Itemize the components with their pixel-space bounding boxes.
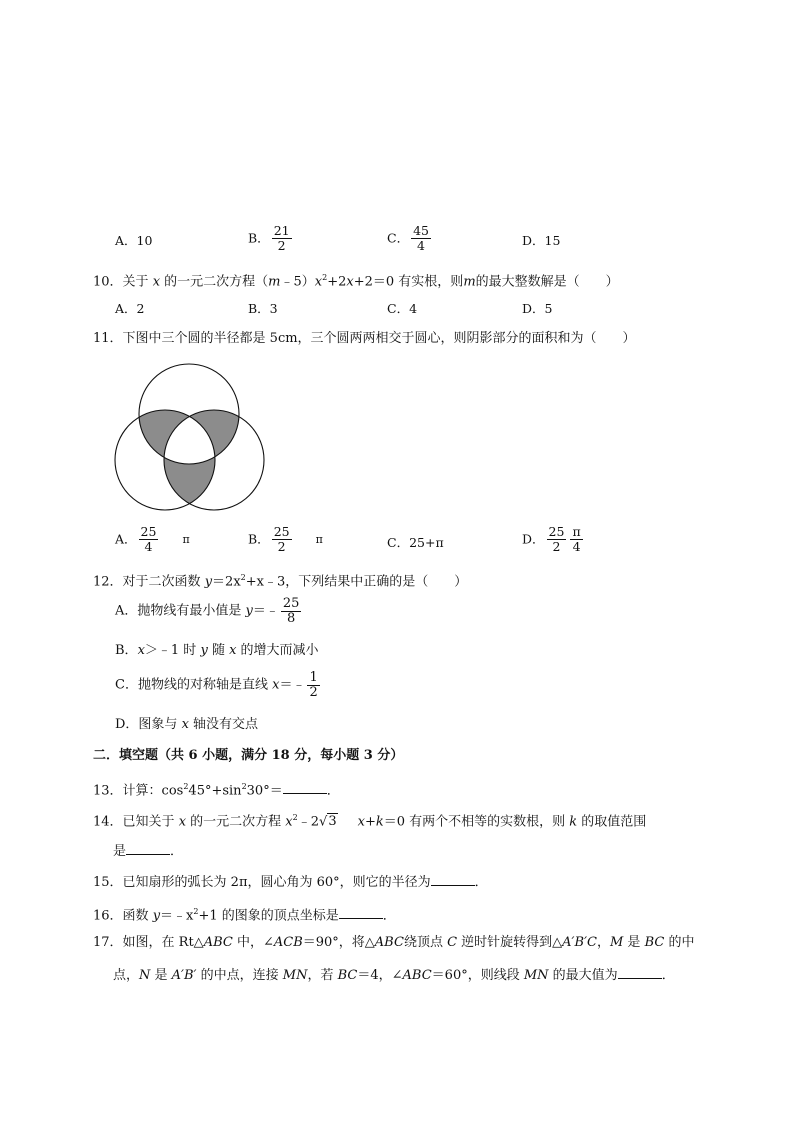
fraction-numerator: 25 bbox=[548, 524, 565, 539]
text: ＝﹣ bbox=[279, 677, 306, 693]
text: ， bbox=[596, 935, 610, 950]
q13 bbox=[93, 779, 340, 799]
variable: ABC bbox=[203, 935, 233, 950]
option-prefix: A． bbox=[115, 531, 137, 547]
variable: m bbox=[268, 274, 281, 290]
variable: x bbox=[178, 814, 187, 830]
q11-option-a bbox=[115, 525, 190, 554]
q11-option-b bbox=[248, 525, 323, 554]
fraction bbox=[281, 597, 302, 626]
q9-option-b-fraction bbox=[272, 224, 292, 253]
text: 的中 bbox=[664, 935, 695, 950]
text: 的中点，连接 bbox=[196, 968, 283, 983]
variable: N bbox=[139, 968, 151, 983]
exponent: 2 bbox=[292, 813, 298, 822]
fraction-denominator: 4 bbox=[572, 539, 581, 554]
text: 逆时针旋转得到△ bbox=[457, 935, 563, 950]
exponent: 2 bbox=[193, 907, 199, 916]
text: ． bbox=[382, 908, 396, 924]
variable: k bbox=[569, 814, 578, 830]
text: 13．计算：cos bbox=[93, 783, 184, 799]
text: ＞﹣1 时 bbox=[144, 643, 201, 658]
text: 30°＝ bbox=[246, 783, 283, 799]
text: 14．已知关于 bbox=[93, 814, 179, 830]
variable: ABC bbox=[374, 935, 404, 950]
variable: x bbox=[314, 274, 323, 290]
fraction-denominator: 2 bbox=[277, 539, 286, 554]
q17-line2 bbox=[113, 966, 675, 984]
pi-symbol: π bbox=[315, 532, 323, 546]
variable: BC bbox=[337, 968, 358, 983]
variable: x bbox=[272, 677, 280, 693]
variable: x bbox=[137, 643, 145, 658]
text: 是 bbox=[623, 935, 645, 950]
answer-blank[interactable] bbox=[126, 842, 170, 855]
exponent: 2 bbox=[322, 273, 328, 282]
fraction bbox=[307, 671, 319, 700]
variable: ABC bbox=[402, 968, 432, 983]
variable: x bbox=[346, 274, 354, 290]
text: ＝90°，将△ bbox=[302, 935, 375, 950]
text: ﹣5） bbox=[280, 274, 315, 290]
text: 绕顶点 bbox=[403, 935, 448, 950]
variable: x bbox=[152, 274, 161, 290]
pi-symbol: π bbox=[182, 532, 190, 546]
variable: x bbox=[357, 814, 365, 830]
option-prefix: D． bbox=[522, 531, 545, 547]
text: ，若 bbox=[307, 968, 338, 983]
q12-stem bbox=[93, 570, 467, 590]
fraction-denominator: 4 bbox=[417, 238, 425, 253]
text: ． bbox=[170, 844, 184, 859]
fraction bbox=[272, 525, 292, 554]
q9-option-b bbox=[248, 224, 294, 253]
pi-fraction bbox=[570, 525, 582, 554]
text: 的最大值为 bbox=[548, 968, 618, 983]
text: 的一元二次方程（ bbox=[160, 274, 269, 290]
text: 15．已知扇形的弧长为 2π，圆心角为 60°，则它的半径为 bbox=[93, 875, 431, 890]
text: 点， bbox=[113, 968, 140, 983]
three-circles-figure bbox=[108, 360, 270, 518]
text: ＝﹣x bbox=[160, 908, 194, 924]
text: ＝0 有两个不相等的实数根，则 bbox=[383, 814, 570, 830]
variable: y bbox=[204, 574, 213, 590]
text: 45°+sin bbox=[188, 783, 242, 799]
text: ＝4，∠ bbox=[357, 968, 403, 983]
q9-option-c-prefix: C． bbox=[387, 230, 410, 246]
fraction-numerator: 25 bbox=[273, 524, 290, 539]
text: 10．关于 bbox=[93, 274, 153, 290]
fraction-denominator: 2 bbox=[277, 238, 286, 253]
variable: MN bbox=[282, 968, 308, 983]
text: 的取值范围 bbox=[577, 814, 647, 830]
answer-blank[interactable] bbox=[618, 966, 662, 979]
q12-option-a bbox=[115, 597, 303, 626]
text: 的最大整数解是（ ） bbox=[475, 274, 619, 290]
q9-option-c-fraction bbox=[411, 224, 431, 253]
q9-option-c bbox=[387, 224, 433, 253]
q14-line1: 14．已知关于 x 的一元二次方程 $x^2﹣2√3$ x+k＝0 有两个不相等的实数根，则 k 的取值范围 bbox=[93, 813, 647, 830]
text: +1 的图象的顶点坐标是 bbox=[198, 908, 339, 924]
text: 12．对于二次函数 bbox=[93, 574, 205, 590]
text: ＝2x bbox=[212, 574, 241, 590]
q11-option-d bbox=[522, 525, 585, 554]
fraction-numerator: 1 bbox=[309, 670, 318, 685]
text: + bbox=[364, 814, 376, 830]
variable: y bbox=[200, 643, 208, 658]
variable: M bbox=[609, 935, 624, 950]
text: ． bbox=[661, 968, 675, 983]
variable: m bbox=[463, 274, 476, 290]
fraction-numerator: π bbox=[572, 524, 581, 539]
q10-option-b: B．3 bbox=[248, 301, 278, 316]
q9-option-b-prefix: B． bbox=[248, 230, 270, 246]
text: 轴没有交点 bbox=[188, 717, 259, 732]
variable: C bbox=[447, 935, 458, 950]
q10-option-d: D．5 bbox=[522, 301, 553, 316]
answer-blank[interactable] bbox=[339, 906, 383, 919]
fraction-denominator: 2 bbox=[309, 685, 318, 700]
q10-option-c: C．4 bbox=[387, 301, 418, 316]
variable: MN bbox=[523, 968, 549, 983]
q12-option-c bbox=[115, 671, 322, 700]
q17-line1 bbox=[93, 935, 694, 951]
text: 的增大而减小 bbox=[236, 643, 319, 658]
variable: A′B′C bbox=[562, 935, 597, 950]
variable: x bbox=[181, 717, 189, 732]
variable: k bbox=[375, 814, 384, 830]
q15 bbox=[93, 873, 488, 891]
sqrt-radicand: 3 bbox=[328, 814, 337, 830]
q16 bbox=[93, 904, 396, 924]
exponent: 2 bbox=[240, 573, 246, 582]
answer-blank[interactable] bbox=[283, 781, 327, 794]
variable: x bbox=[229, 643, 237, 658]
fraction-numerator: 45 bbox=[413, 223, 429, 238]
variable: y bbox=[245, 603, 253, 619]
q10-stem bbox=[93, 270, 619, 290]
text: 随 bbox=[207, 643, 230, 658]
exponent: 2 bbox=[241, 782, 247, 791]
text: +2＝0 有实根，则 bbox=[353, 274, 464, 290]
text: ＝﹣ bbox=[252, 603, 279, 619]
text: 是 bbox=[150, 968, 172, 983]
q12-option-d bbox=[115, 717, 258, 733]
q10-option-a: A．2 bbox=[115, 301, 145, 316]
text: C．抛物线的对称轴是直线 bbox=[115, 677, 273, 693]
variable: BC bbox=[644, 935, 665, 950]
text: ＝60°，则线段 bbox=[431, 968, 524, 983]
fraction-denominator: 8 bbox=[287, 611, 296, 626]
q11-option-c: C．25+π bbox=[387, 535, 444, 550]
q14-line2 bbox=[113, 842, 183, 860]
fraction bbox=[139, 525, 159, 554]
q12-option-b bbox=[115, 643, 319, 659]
fraction-numerator: 25 bbox=[282, 596, 300, 611]
text: 16．函数 bbox=[93, 908, 153, 924]
text: 是 bbox=[113, 844, 127, 859]
text: ． bbox=[474, 875, 488, 890]
text: ． bbox=[326, 783, 340, 799]
text: D．图象与 bbox=[115, 717, 182, 732]
fraction-denominator: 4 bbox=[144, 539, 153, 554]
text: ﹣2 bbox=[297, 814, 320, 830]
text: +2 bbox=[327, 274, 347, 290]
option-prefix: B． bbox=[248, 531, 270, 547]
fraction bbox=[547, 525, 567, 554]
text: +x﹣3，下列结果中正确的是（ ） bbox=[245, 574, 468, 590]
text: 的一元二次方程 bbox=[186, 814, 286, 830]
section-heading: 二．填空题（共 6 小题，满分 18 分，每小题 3 分） bbox=[93, 748, 404, 763]
variable: x bbox=[285, 814, 293, 830]
fraction-denominator: 2 bbox=[552, 539, 561, 554]
q9-option-a: A．10 bbox=[115, 233, 153, 248]
variable: y bbox=[152, 908, 161, 924]
fraction-numerator: 21 bbox=[273, 223, 290, 238]
variable: ACB bbox=[273, 935, 303, 950]
q9-option-d: D．15 bbox=[522, 233, 561, 248]
text: 中，∠ bbox=[232, 935, 274, 950]
text: B． bbox=[115, 643, 138, 658]
text: 17．如图，在 Rt△ bbox=[93, 935, 204, 950]
exponent: 2 bbox=[183, 782, 189, 791]
text: A．抛物线有最小值是 bbox=[115, 603, 246, 619]
answer-blank[interactable] bbox=[431, 873, 475, 886]
q11-stem: 11．下图中三个圆的半径都是 5cm，三个圆两两相交于圆心，则阴影部分的面积和为（ ） bbox=[93, 331, 636, 346]
variable: A′B′ bbox=[171, 968, 197, 983]
fraction-numerator: 25 bbox=[140, 524, 157, 539]
